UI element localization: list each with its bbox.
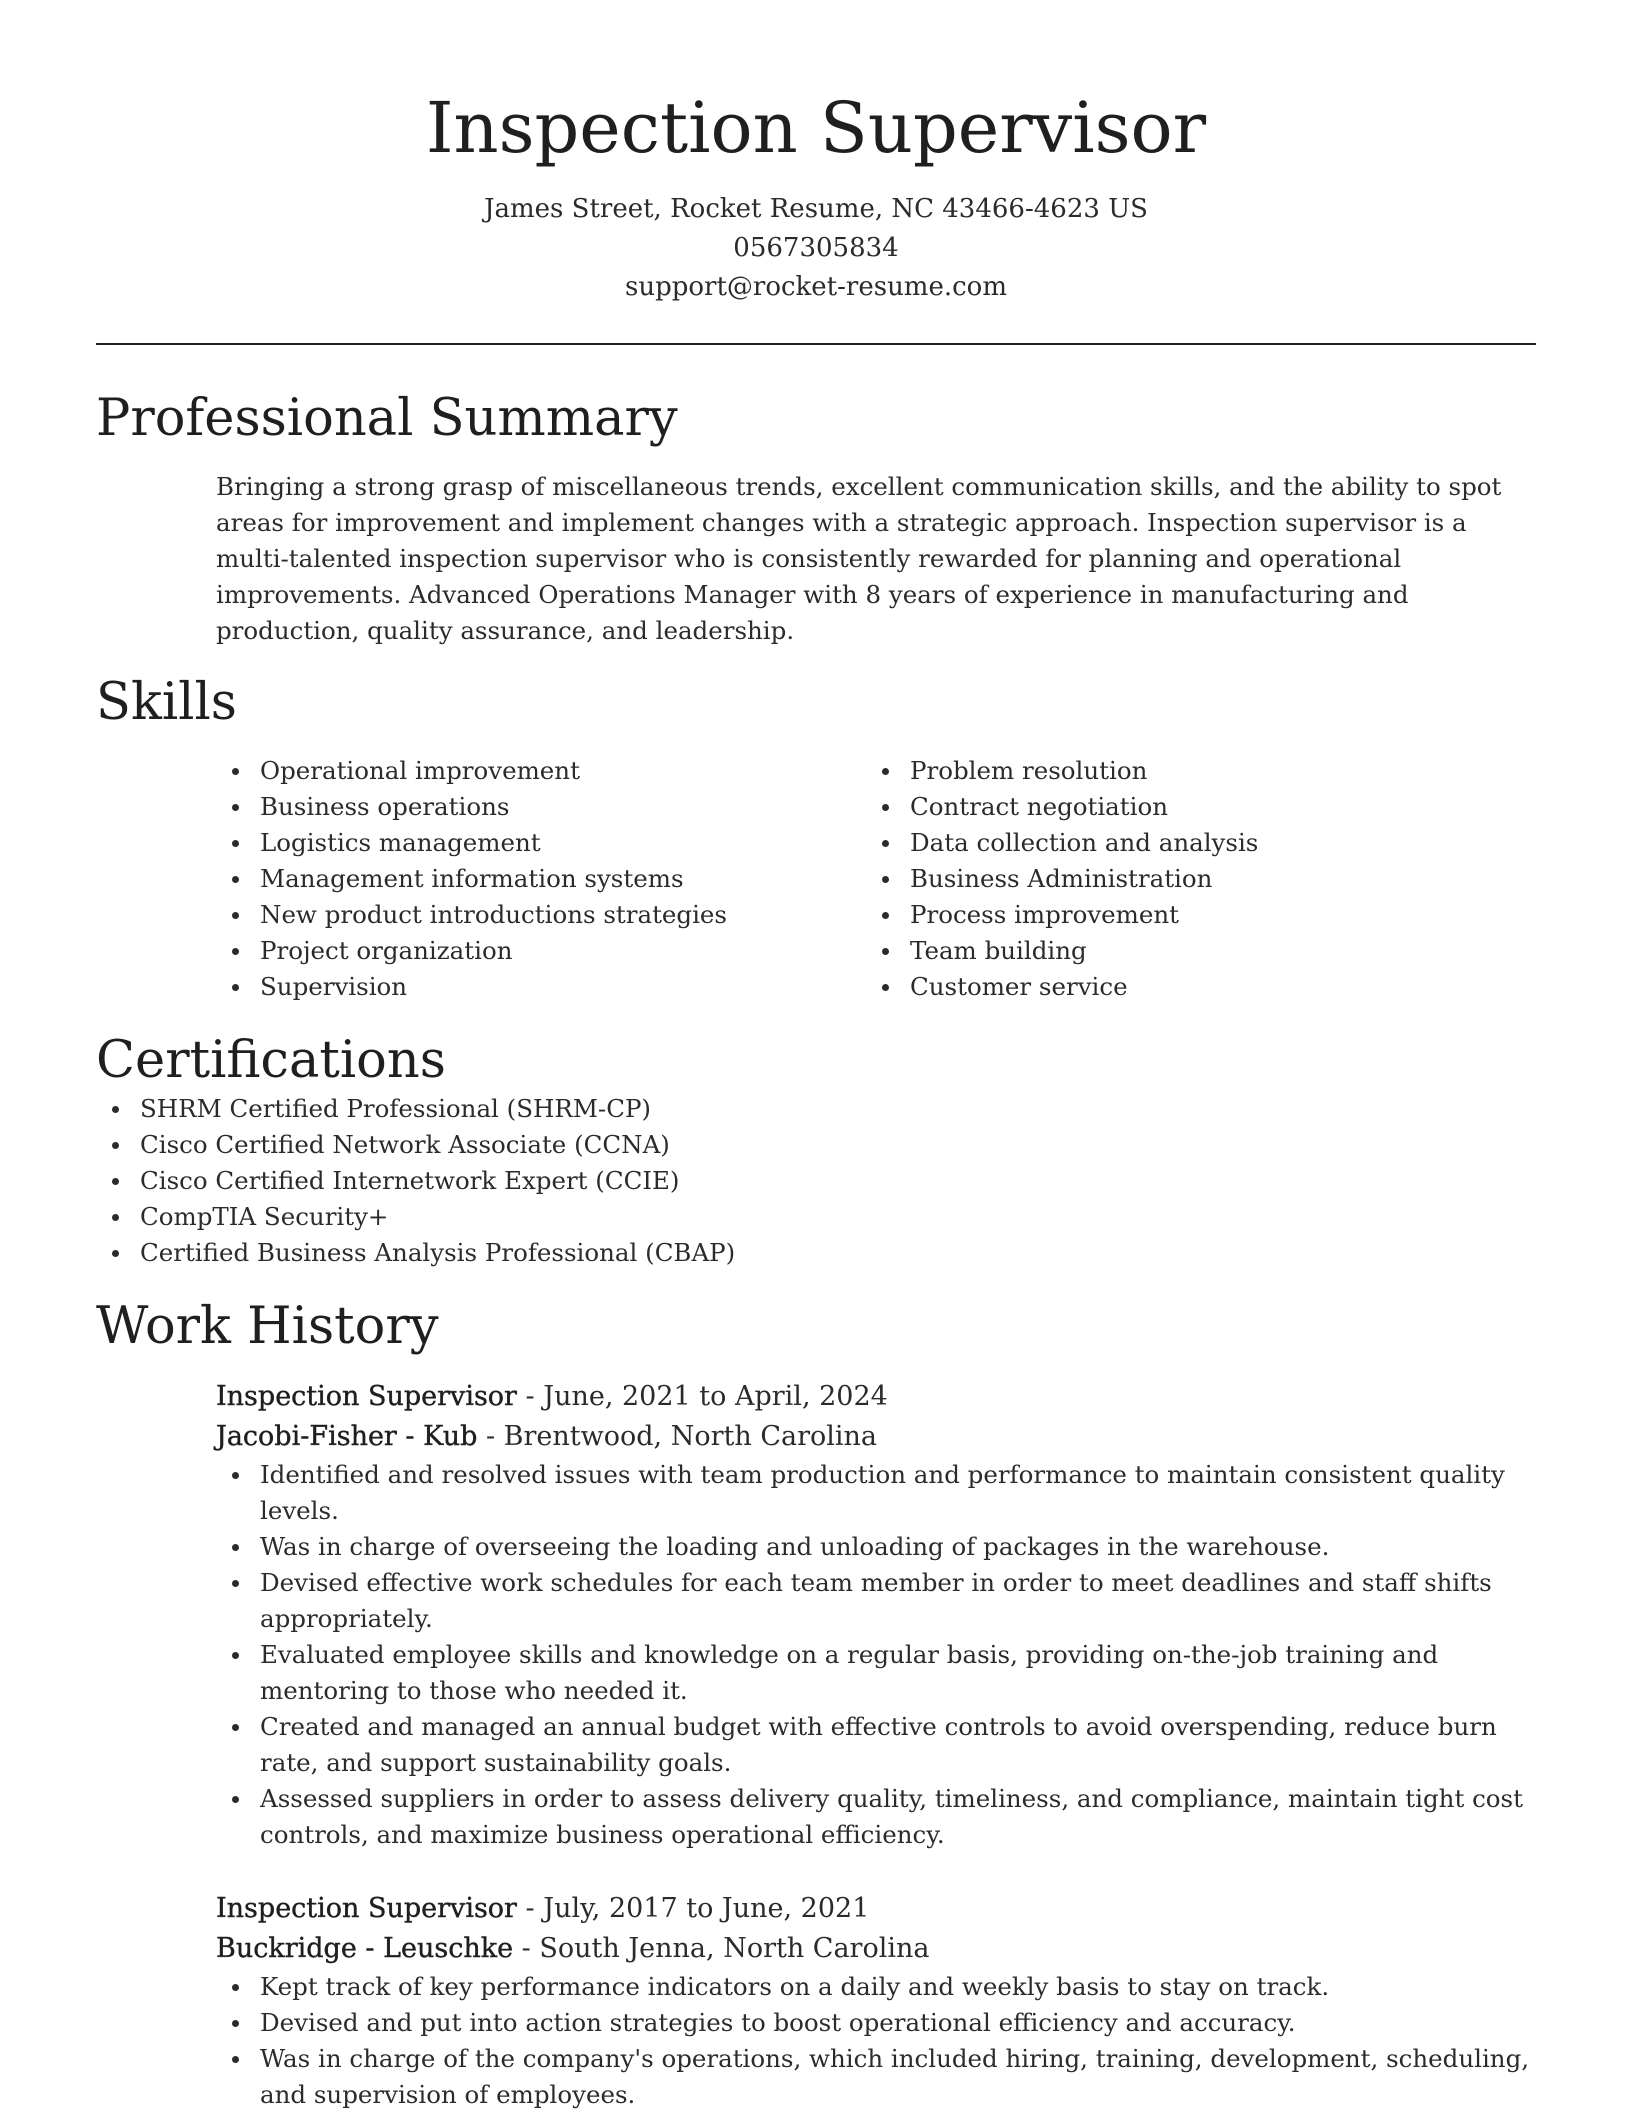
contact-address: James Street, Rocket Resume, NC 43466-4623 US [484,194,1148,224]
job-responsibility-item: Assessed suppliers in order to assess delivery quality, timeliness, and compliance, maintain tight cost controls, and maximize business operational efficiency. [260,1781,1536,1853]
skill-item: Management information systems [260,861,866,897]
job-responsibility-item: Devised effective work schedules for each team member in order to meet deadlines and staff shifts appropriately. [260,1565,1536,1637]
job-title: Inspection Supervisor [216,1381,517,1412]
skill-item: Process improvement [910,897,1516,933]
skill-item: Operational improvement [260,753,866,789]
skill-item: Team building [910,933,1516,969]
certification-item: Cisco Certified Network Associate (CCNA) [140,1127,1536,1163]
certification-item: Cisco Certified Internetwork Expert (CCIE) [140,1163,1536,1199]
job-company: Buckridge - Leuschke [216,1933,514,1964]
skill-item: Data collection and analysis [910,825,1516,861]
job-responsibility-item: Identified and resolved issues with team production and performance to maintain consistent quality levels. [260,1457,1536,1529]
job-entry [216,1889,1536,2113]
skill-item: Project organization [260,933,866,969]
job-title: Inspection Supervisor [216,1893,517,1924]
job-responsibilities-list [216,1969,1536,2113]
certification-item: SHRM Certified Professional (SHRM-CP) [140,1091,1536,1127]
job-dates: - July, 2017 to June, 2021 [516,1893,870,1924]
job-location: - South Jenna, North Carolina [513,1933,930,1964]
job-company: Jacobi-Fisher - Kub [216,1421,478,1452]
job-responsibility-item: Was in charge of overseeing the loading and unloading of packages in the warehouse. [260,1529,1536,1565]
job-responsibilities-list [216,1457,1536,1853]
skill-item: Business operations [260,789,866,825]
certification-item: Certified Business Analysis Professional (CBAP) [140,1235,1536,1271]
summary-text: Bringing a strong grasp of miscellaneous trends, excellent communication skills, and the ability to spot areas for improvement and implement changes with a strategic approach. Inspection supervisor is a multi-talented inspection supervisor who is consistently rewarded for planning and operational improvements. Advanced Operations Manager with 8 years of experience in manufacturing and production, quality assurance, and leadership. [216,472,1502,645]
professional-summary-section [96,389,1536,649]
section-title-skills: Skills [96,673,237,732]
certification-item: CompTIA Security+ [140,1199,1536,1235]
resume-page [96,0,1536,2113]
job-company-line [216,1929,1536,1969]
skill-item: New product introductions strategies [260,897,866,933]
job-responsibility-item: Evaluated employee skills and knowledge on a regular basis, providing on-the-job training and mentoring to those who needed it. [260,1637,1536,1709]
certifications-list [96,1091,1536,1271]
skills-list-left [216,753,866,1005]
job-responsibility-item: Was in charge of the company's operations, which included hiring, training, development, scheduling, and supervision of employees. [260,2041,1536,2113]
section-title-certifications: Certifications [96,1031,446,1090]
job-responsibility-item: Created and managed an annual budget with effective controls to avoid overspending, reduce burn rate, and support sustainability goals. [260,1709,1536,1781]
skill-item: Supervision [260,969,866,1005]
work-history-section [96,1297,1536,2113]
skills-section [96,673,1536,1005]
contact-phone: 0567305834 [733,233,899,263]
skill-item: Problem resolution [910,753,1516,789]
certifications-section [96,1031,1536,1271]
job-location: - Brentwood, North Carolina [477,1421,877,1452]
job-title-line [216,1377,1536,1417]
job-title-line [216,1889,1536,1929]
job-responsibility-item: Kept track of key performance indicators on a daily and weekly basis to stay on track. [260,1969,1536,2005]
resume-header [96,84,1536,307]
skill-item: Contract negotiation [910,789,1516,825]
skill-item: Customer service [910,969,1516,1005]
skills-column-right [866,753,1516,1005]
job-entry [216,1377,1536,1853]
skills-column-left [216,753,866,1005]
section-title-summary: Professional Summary [96,389,678,448]
skill-item: Business Administration [910,861,1516,897]
job-company-line [216,1417,1536,1457]
candidate-name: Inspection Supervisor [425,87,1207,169]
contact-email: support@rocket-resume.com [624,272,1007,302]
skill-item: Logistics management [260,825,866,861]
job-dates: - June, 2021 to April, 2024 [516,1381,888,1412]
section-title-work-history: Work History [96,1297,439,1356]
header-divider [96,343,1536,345]
skills-columns [216,753,1536,1005]
job-responsibility-item: Devised and put into action strategies to boost operational efficiency and accuracy. [260,2005,1536,2041]
skills-list-right [866,753,1516,1005]
